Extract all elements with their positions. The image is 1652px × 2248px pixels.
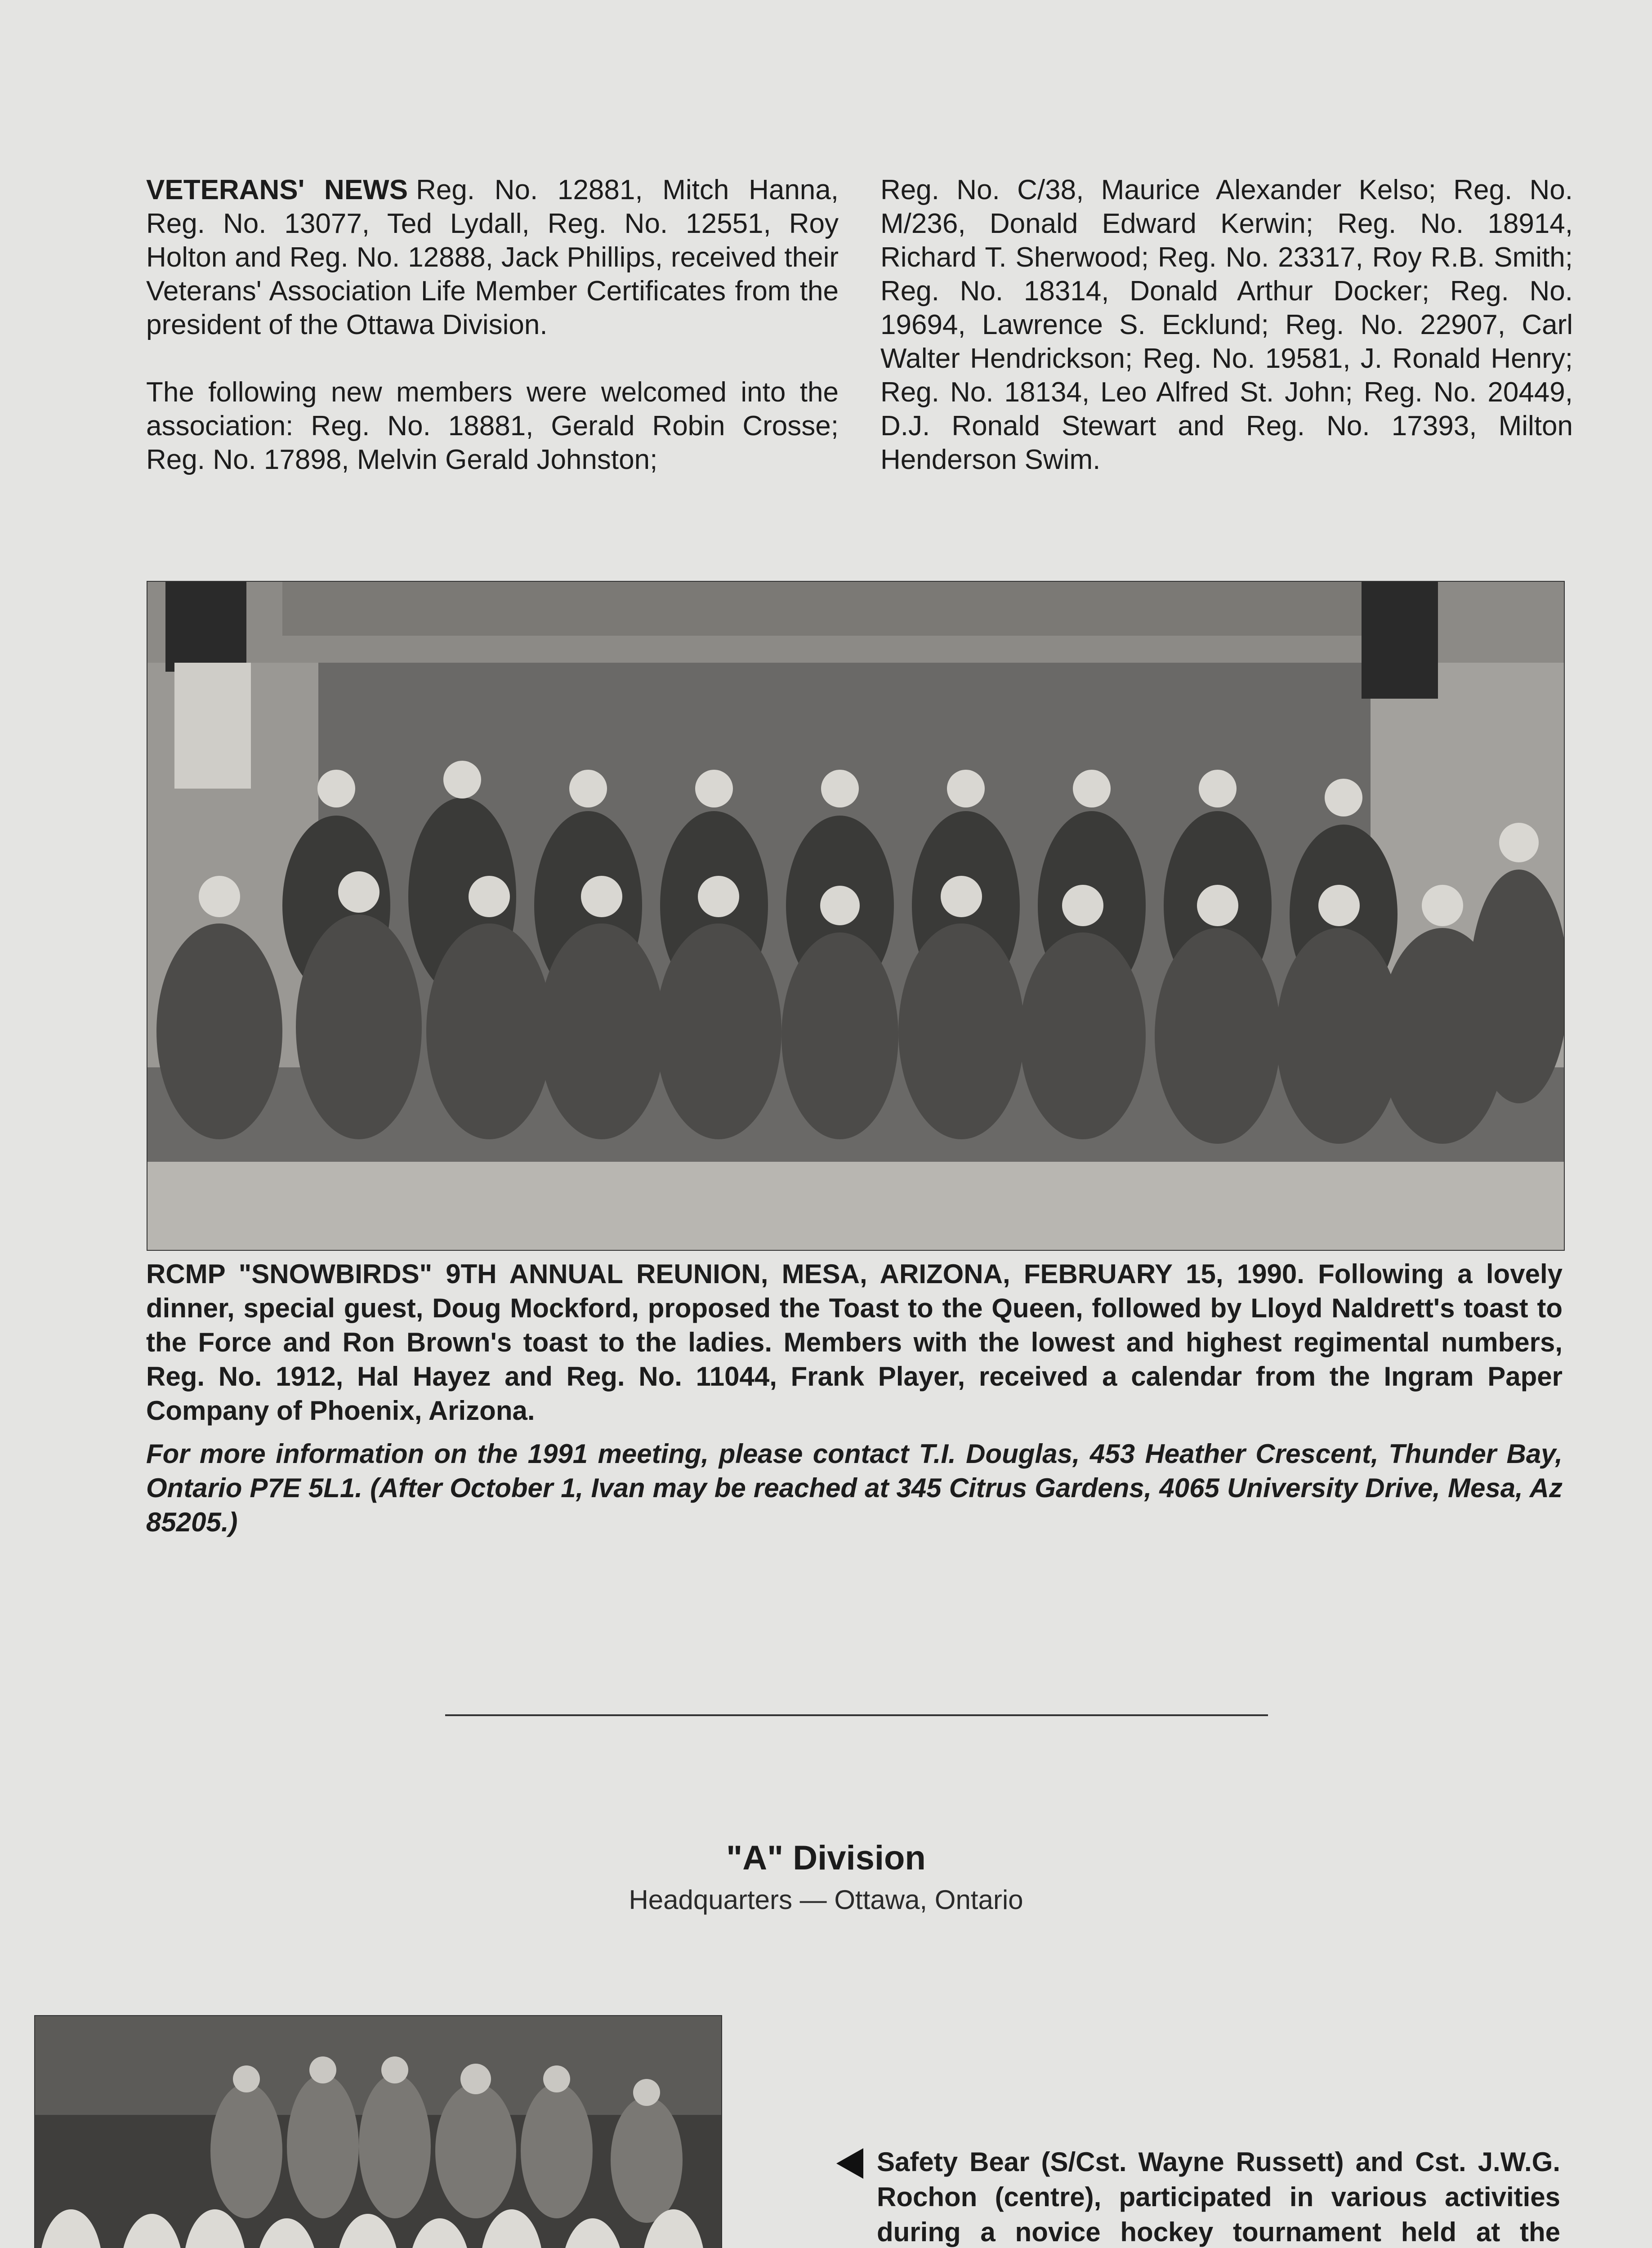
- article-paragraph-1: [146, 173, 839, 342]
- reunion-caption: [146, 1257, 1563, 1539]
- reunion-group-photo: [147, 581, 1565, 1251]
- article-paragraph-2: The following new members were welcomed into the association: Reg. No. 18881, Gerald Robin Crosse; Reg. No. 17898, Melvin Gerald Johnston;: [146, 377, 839, 475]
- article-paragraph-3: Reg. No. C/38, Maurice Alexander Kelso; Reg. No. M/236, Donald Edward Kerwin; Reg. No. 18914, Richard T. Sherwood; Reg. No. 23317, Roy R.B. Smith; Reg. No. 18314, Donald Arthur Docker; Reg. No. 19694, Lawrence S. Ecklund; Reg. No. 22907, Carl Walter Hendrickson; Reg. No. 19581, J. Ronald Henry; Reg. No. 18134, Leo Alfred St. John; Reg. No. 20449, D.J. Ronald Stewart and Reg. No. 17393, Milton Henderson Swim.: [880, 174, 1573, 475]
- caption-pointer-arrow-icon: [836, 2148, 863, 2179]
- division-title: "A" Division: [726, 1839, 926, 1877]
- article-right-column: [880, 173, 1573, 510]
- article-paragraph-1-text: Reg. No. 12881, Mitch Hanna, Reg. No. 13077, Ted Lydall, Reg. No. 12551, Roy Holton and Reg. No. 12888, Jack Phillips, received their Veterans' Association Life Member Certificates from the president of the Ottawa Division.: [146, 174, 839, 340]
- reunion-contact-info: For more information on the 1991 meeting, please contact T.I. Douglas, 453 Heather Crescent, Thunder Bay, Ontario P7E 5L1. (After October 1, Ivan may be reached at 345 Citrus Gardens, 4065 University Drive, Mesa, Az 85205.): [146, 1439, 1563, 1537]
- hockey-photo-image: [35, 2016, 721, 2248]
- division-subtitle: Headquarters — Ottawa, Ontario: [629, 1885, 1023, 1915]
- hockey-caption: Safety Bear (S/Cst. Wayne Russett) and Cst. J.W.G. Rochon (centre), participated in various activities during a novice hockey tournament held at the: [877, 2147, 1560, 2247]
- article-left-column: [146, 173, 839, 510]
- section-divider: [445, 1714, 1268, 1716]
- reunion-photo-image: [147, 582, 1564, 1250]
- hockey-team-photo: [34, 2015, 722, 2248]
- article-kicker: VETERANS' NEWS: [146, 174, 408, 205]
- reunion-caption-text: RCMP "SNOWBIRDS" 9TH ANNUAL REUNION, MESA, ARIZONA, FEBRUARY 15, 1990. Following a lovely dinner, special guest, Doug Mockford, proposed the Toast to the Queen, followed by Lloyd Naldrett's toast to the Force and Ron Brown's toast to the ladies. Members with the lowest and highest regimental numbers, Reg. No. 1912, Hal Hayez and Reg. No. 11044, Frank Player, received a calendar from the Ingram Paper Company of Phoenix, Arizona.: [146, 1259, 1563, 1426]
